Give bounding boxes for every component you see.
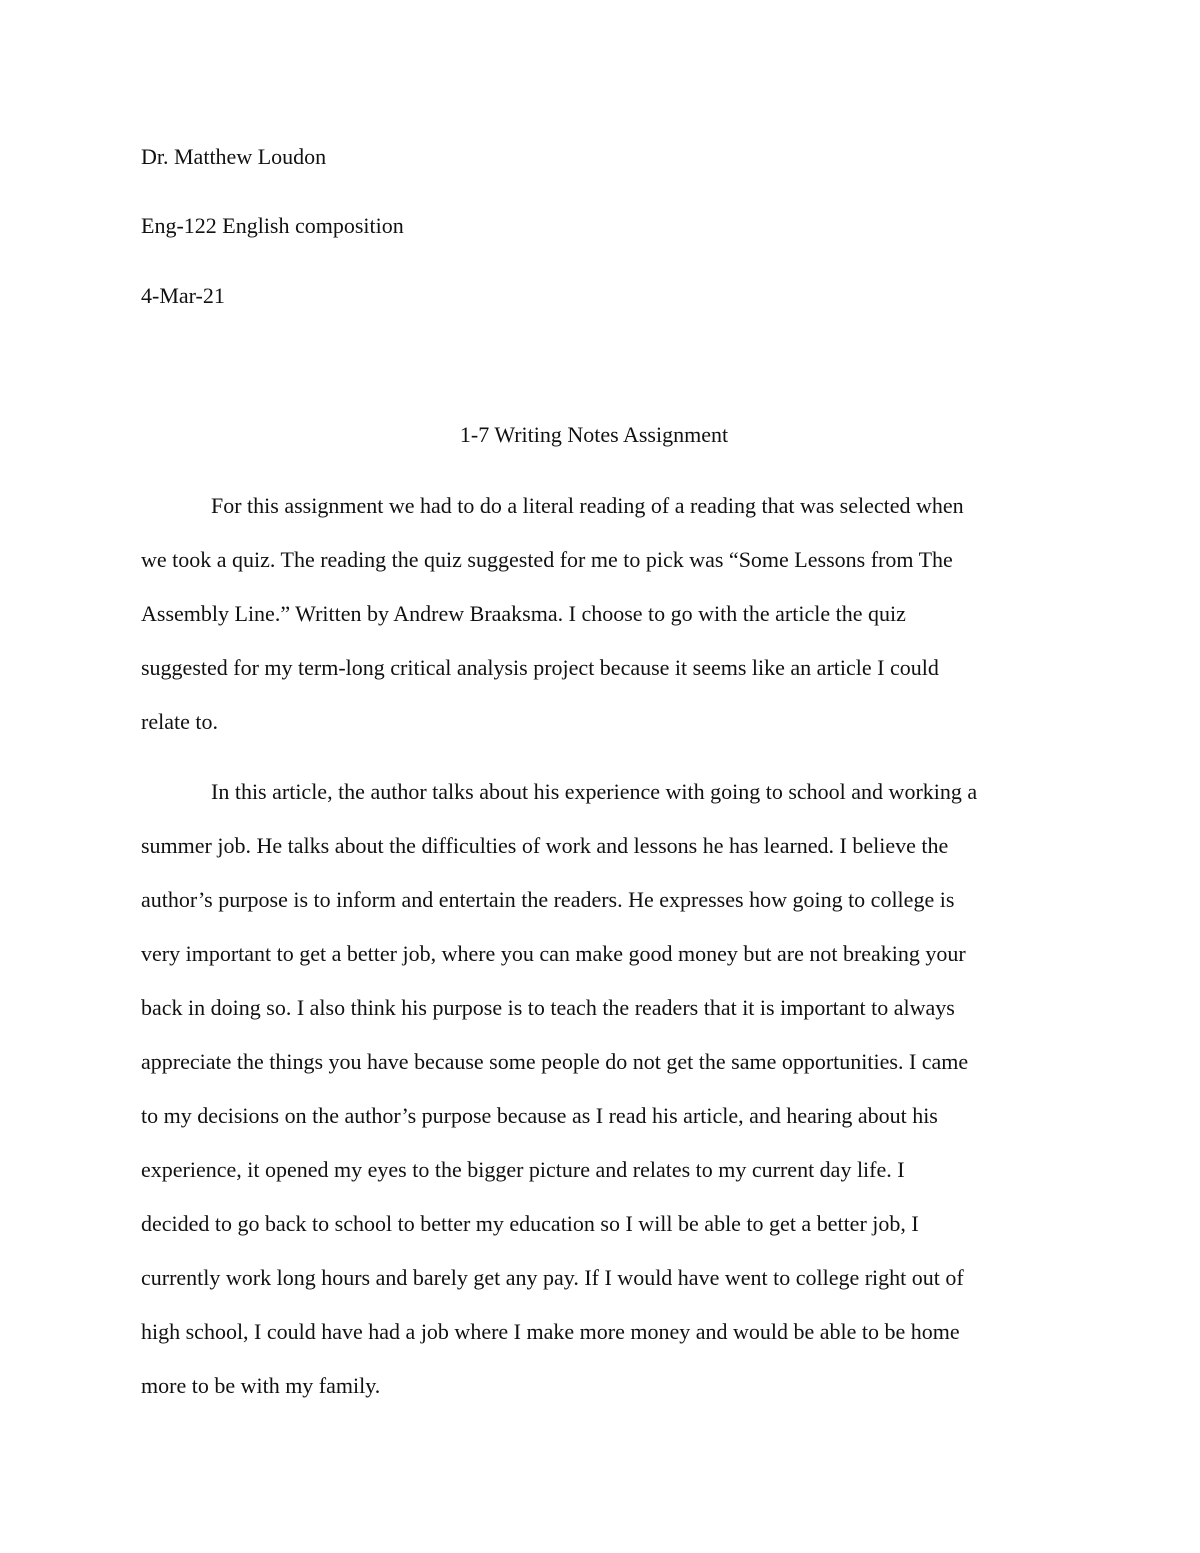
paragraph-2-line: more to be with my family. [141, 1373, 381, 1398]
paragraph-2-line: currently work long hours and barely get any pay. If I would have went to college right out of [141, 1265, 964, 1290]
instructor-name: Dr. Matthew Loudon [141, 144, 327, 169]
course-name: Eng-122 English composition [141, 213, 404, 238]
document-date: 4-Mar-21 [141, 283, 225, 308]
paragraph-2-line: summer job. He talks about the difficulties of work and lessons he has learned. I believe the [141, 833, 949, 858]
paragraph-2-line: high school, I could have had a job where I make more money and would be able to be home [141, 1319, 960, 1344]
paragraph-1-line: For this assignment we had to do a literal reading of a reading that was selected when [211, 493, 964, 518]
document-title: 1-7 Writing Notes Assignment [459, 422, 729, 447]
paragraph-1-line: relate to. [141, 709, 218, 734]
paragraph-1-line: we took a quiz. The reading the quiz suggested for me to pick was “Some Lessons from The [141, 547, 953, 572]
paragraph-2-line: to my decisions on the author’s purpose because as I read his article, and hearing about his [141, 1103, 938, 1128]
paragraph-2-line: In this article, the author talks about his experience with going to school and working a [211, 779, 978, 804]
paragraph-1-line: Assembly Line.” Written by Andrew Braaksma. I choose to go with the article the quiz [141, 601, 906, 626]
paragraph-1-line: suggested for my term-long critical analysis project because it seems like an article I could [141, 655, 939, 680]
paragraph-2-line: author’s purpose is to inform and entertain the readers. He expresses how going to college is [141, 887, 955, 912]
paragraph-2-line: appreciate the things you have because some people do not get the same opportunities. I came [141, 1049, 969, 1074]
paragraph-2-line: back in doing so. I also think his purpose is to teach the readers that it is important to always [141, 995, 955, 1020]
paragraph-2-line: decided to go back to school to better my education so I will be able to get a better job, I [141, 1211, 919, 1236]
paragraph-2-line: very important to get a better job, where you can make good money but are not breaking your [141, 941, 966, 966]
paragraph-2-line: experience, it opened my eyes to the bigger picture and relates to my current day life. I [141, 1157, 905, 1182]
